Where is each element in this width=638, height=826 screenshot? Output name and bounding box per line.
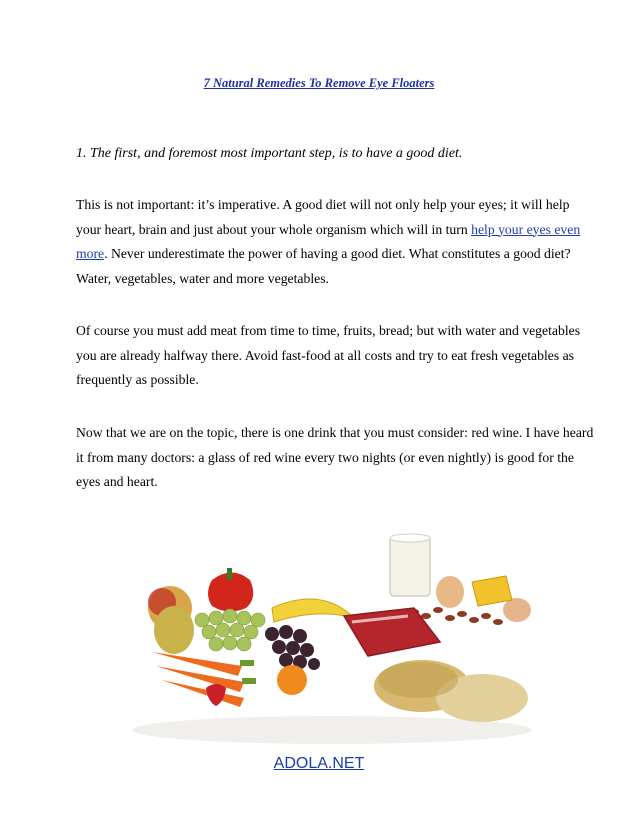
paragraph-red-wine: Now that we are on the topic, there is one drink that you must consider: red wine. I have heard it from many doctors: a glass of red wine every two nights (or even nightly) is good for the eyes and heart. bbox=[76, 425, 594, 489]
healthy-food-image bbox=[122, 530, 542, 752]
footer-site-link[interactable]: ADOLA.NET bbox=[273, 755, 365, 772]
paragraph-diet-importance bbox=[76, 193, 596, 291]
section-heading: 1. The first, and foremost most important step, is to have a good diet. bbox=[76, 146, 463, 161]
paragraph-text: This is not important: it’s imperative. A good diet will not only help your eyes; it will help your heart, brain and just about your whole organism which will in turn bbox=[76, 197, 570, 237]
paragraph-meat-fruits: Of course you must add meat from time to time, fruits, bread; but with water and vegetables you are already halfway there. Avoid fast-food at all costs and try to eat fresh vegetables as frequently as possible. bbox=[76, 323, 581, 387]
document-title: 7 Natural Remedies To Remove Eye Floaters bbox=[203, 76, 435, 90]
paragraph-text: . Never underestimate the power of having a good diet. What constitutes a good diet? Water, vegetables, water and more vegetables. bbox=[76, 246, 571, 286]
help-your-eyes-link[interactable]: help your eyes even more bbox=[76, 221, 581, 261]
